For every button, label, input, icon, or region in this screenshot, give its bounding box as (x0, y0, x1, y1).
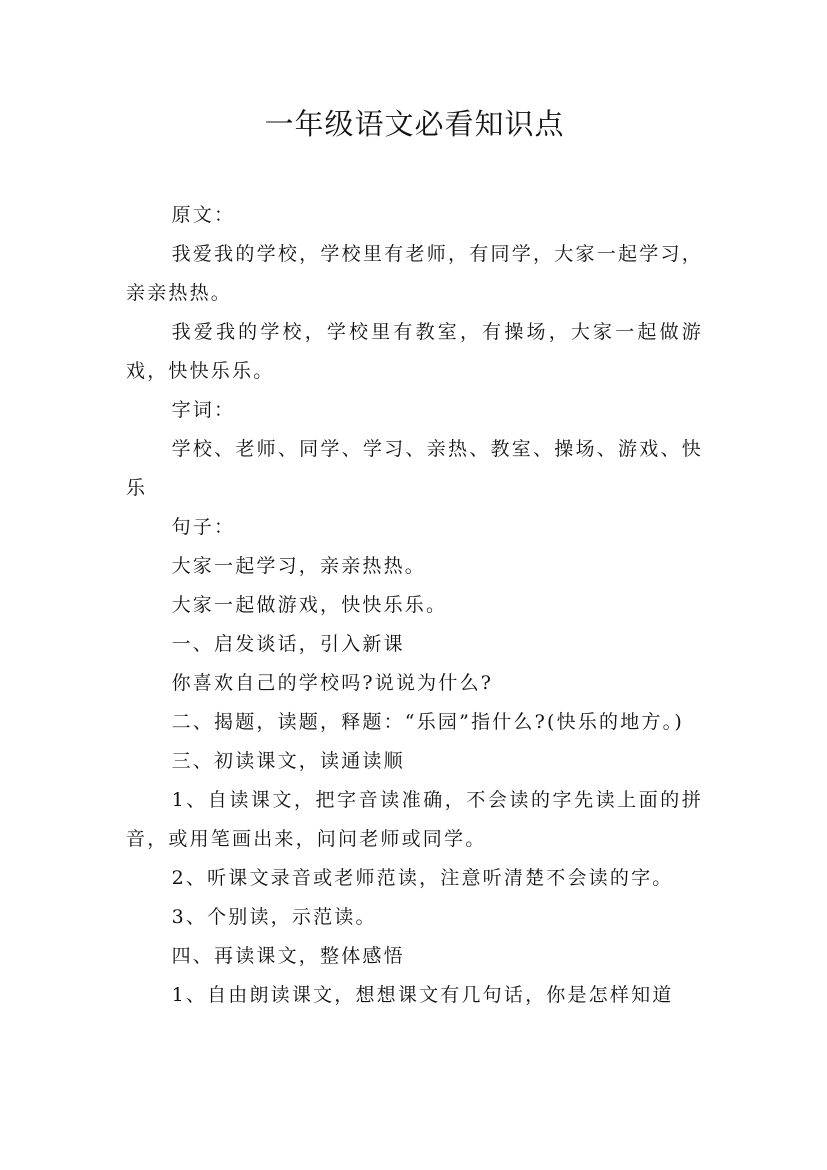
paragraph: 三、初读课文，读通读顺 (171, 750, 405, 772)
paragraph: 1、自由朗读课文，想想课文有几句话，你是怎样知道 (171, 984, 674, 1006)
paragraph: 句子： (171, 516, 236, 538)
paragraph: 我爱我的学校，学校里有教室，有操场，大家一起做游戏，快快乐乐。 (126, 321, 703, 382)
paragraph: 3、个别读，示范读。 (171, 906, 377, 928)
paragraph: 一、启发谈话，引入新课 (171, 633, 405, 655)
paragraph: 你喜欢自己的学校吗?说说为什么? (171, 672, 494, 694)
paragraph: 1、自读课文，把字音读准确，不会读的字先读上面的拼音，或用笔画出来，问问老师或同学。 (126, 789, 703, 850)
paragraph: 我爱我的学校，学校里有老师，有同学，大家一起学习，亲亲热热。 (126, 243, 703, 304)
paragraph: 二、揭题，读题，释题：“乐园”指什么?(快乐的地方。) (171, 711, 684, 733)
paragraph: 学校、老师、同学、学习、亲热、教室、操场、游戏、快乐 (126, 438, 703, 499)
paragraph: 大家一起学习，亲亲热热。 (171, 555, 426, 577)
document-title: 一年级语文必看知识点 (264, 107, 565, 141)
paragraph: 原文： (171, 204, 236, 226)
paragraph: 字词： (171, 399, 236, 421)
paragraph: 四、再读课文，整体感悟 (171, 945, 405, 967)
paragraph: 大家一起做游戏，快快乐乐。 (171, 594, 448, 616)
document-body (126, 196, 703, 1015)
paragraph: 2、听课文录音或老师范读，注意听清楚不会读的字。 (171, 867, 674, 889)
